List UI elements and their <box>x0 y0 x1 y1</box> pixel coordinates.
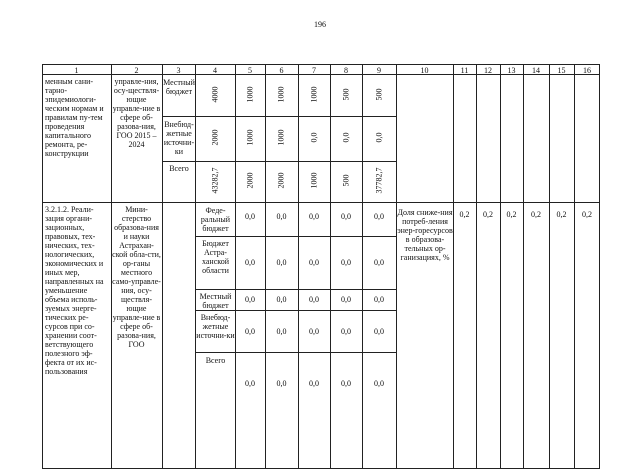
b1-r2-v6: 0,0 <box>374 132 384 143</box>
b2-r2-v4: 0,0 <box>341 258 351 267</box>
rule-block-divider <box>42 202 600 203</box>
b2-r4-v1: 0,0 <box>245 327 255 336</box>
col-header-8: 8 <box>344 66 348 75</box>
b2-ind-v3: 0,2 <box>506 210 517 219</box>
b1-r3-v4: 1000 <box>309 172 319 189</box>
b1-r2-v2: 1000 <box>245 129 255 146</box>
b2-source-regional: Бюджет Астра-ханской области <box>201 239 230 275</box>
b2-r2-v5: 0,0 <box>374 258 384 267</box>
b1-r2-v1: 2000 <box>210 129 220 146</box>
b2-ind-v4: 0,2 <box>531 210 541 219</box>
b1-r1-v6: 500 <box>374 88 384 101</box>
b2-r5-v1: 0,0 <box>245 379 255 388</box>
b1-r1-v3: 1000 <box>276 86 286 103</box>
vrule-12 <box>500 64 501 469</box>
b2-source-local: Местный бюджет <box>199 292 232 310</box>
b2-r5-v5: 0,0 <box>374 379 384 388</box>
col-header-7: 7 <box>312 66 316 75</box>
b2-r2-v2: 0,0 <box>276 258 287 267</box>
b1-r3-v3: 2000 <box>276 172 286 189</box>
b1-source-local: Местный бюджет <box>163 78 195 96</box>
col-header-4: 4 <box>213 66 217 75</box>
col-header-1: 1 <box>74 66 79 75</box>
b1-source-extrabudget: Внебюд-жетные источни-ки <box>163 120 195 156</box>
b1-r3-v5: 500 <box>341 174 351 187</box>
b1-r1-v5: 500 <box>341 88 351 101</box>
b1-r3-v6: 37782,7 <box>374 167 384 194</box>
b2-r4-v4: 0,0 <box>341 327 351 336</box>
b2-r1-v5: 0,0 <box>374 212 384 221</box>
b2-r1-v1: 0,0 <box>245 212 255 221</box>
vrule-15 <box>574 64 575 469</box>
b2-source-federal: Феде-ральный бюджет <box>200 206 231 233</box>
vrule-14 <box>549 64 550 469</box>
b2-r4-v5: 0,0 <box>374 327 384 336</box>
col-header-2: 2 <box>134 66 139 75</box>
rule-b2-r2 <box>195 289 396 290</box>
col-header-11: 11 <box>460 66 469 75</box>
b2-r5-v2: 0,0 <box>276 379 287 388</box>
b2-indicator-text: Доля сниже-ния потреб-ления энер-горесурсов в образова-тельных ор-ганизациях, % <box>397 208 453 262</box>
b2-r3-v4: 0,0 <box>341 295 351 304</box>
b2-r4-v2: 0,0 <box>276 327 287 336</box>
b1-source-total: Всего <box>169 164 189 173</box>
b2-r3-v2: 0,0 <box>276 295 287 304</box>
b2-source-extrabudget: Внебюд-жетные источни-ки <box>196 313 235 340</box>
b2-r3-v5: 0,0 <box>374 295 384 304</box>
b2-ind-v6: 0,2 <box>582 210 592 219</box>
b2-ind-v2: 0,2 <box>483 210 493 219</box>
col-header-5: 5 <box>248 66 252 75</box>
b2-r3-v3: 0,0 <box>309 295 319 304</box>
b1-r1-v4: 1000 <box>309 86 319 103</box>
rule-b2-r3 <box>195 310 396 311</box>
vrule-9 <box>396 64 397 469</box>
col-header-12: 12 <box>484 66 492 75</box>
b1-r2-v5: 0,0 <box>341 132 351 143</box>
b2-r5-v4: 0,0 <box>341 379 351 388</box>
col-header-16: 16 <box>583 66 591 75</box>
b1-r1-v2: 1000 <box>245 86 255 103</box>
vrule-11 <box>476 64 477 469</box>
b2-r1-v2: 0,0 <box>276 212 287 221</box>
b2-r5-v3: 0,0 <box>309 379 319 388</box>
b1-r2-v4: 0,0 <box>309 132 319 143</box>
col-header-13: 13 <box>507 66 516 75</box>
b2-measure-text: 3.2.1.2. Реали-зация органи-зационных, правовых, тех-нических, тех-нологических, экономических и иных мер, направленных на уменьшение объема исполь-зуемых энерге-тических ре-сурсов при со-хранении соот-ветствующего полезного эф-фекта от их ис-пользования <box>45 205 104 376</box>
b2-r1-v3: 0,0 <box>309 212 319 221</box>
col-header-9: 9 <box>377 66 381 75</box>
b2-r4-v3: 0,0 <box>309 327 319 336</box>
b2-source-total: Всего <box>205 356 226 365</box>
col-header-15: 15 <box>557 66 566 75</box>
b2-executor-text: Мини-стерство образова-ния и науки Астрахан-ской обла-сти, ор-ганы местного само-управле-ния, осу-ществля-ющие управле-ние в сфере об-разова-ния, ГОО <box>112 205 161 349</box>
b1-r2-v3: 1000 <box>276 129 286 146</box>
col-header-10: 10 <box>420 66 429 75</box>
b1-r1-v1: 4000 <box>210 86 220 103</box>
b2-ind-v1: 0,2 <box>459 210 470 219</box>
b1-r3-v2: 2000 <box>245 172 255 189</box>
b1-measure-text: менным сани-тарно-эпидемиологи-ческим нормам и правилам пу-тем проведения капитального ремонта, ре-конструкции <box>45 77 104 158</box>
col-header-14: 14 <box>532 66 540 75</box>
b1-executor-text: управле-ния, осу-ществля-ющие управле-ние в сфере об-разова-ния, ГОО 2015 – 2024 <box>112 77 161 149</box>
col-header-3: 3 <box>176 66 181 75</box>
b2-ind-v5: 0,2 <box>556 210 567 219</box>
vrule-13 <box>523 64 524 469</box>
b2-r3-v1: 0,0 <box>245 295 255 304</box>
col-header-6: 6 <box>279 66 284 75</box>
rule-b2-r4 <box>195 352 396 353</box>
b1-r3-v1: 43282,7 <box>210 167 220 194</box>
vrule-10 <box>453 64 454 469</box>
b2-r1-v4: 0,0 <box>341 212 351 221</box>
page-number: 196 <box>314 20 326 29</box>
b2-r2-v1: 0,0 <box>245 258 255 267</box>
b2-r2-v3: 0,0 <box>309 258 319 267</box>
rule-b2-r1 <box>195 236 396 237</box>
